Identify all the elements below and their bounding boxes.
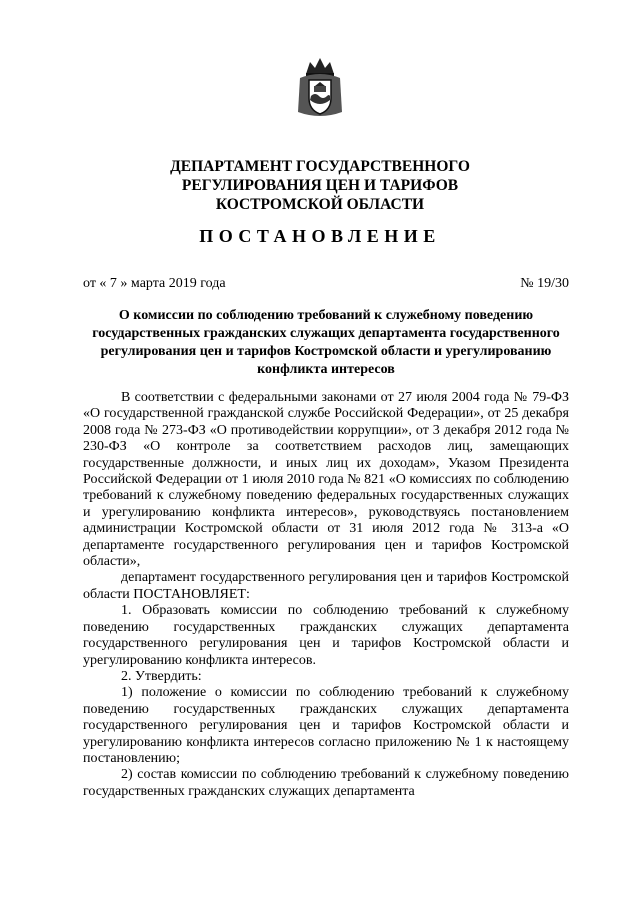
body-paragraph: 1. Образовать комиссии по соблюдению требований к служебному поведению государственных гражданских служащих департамента государственного регулирования цен и тарифов Костромской области и урегулированию конфликта интересов. [83, 603, 569, 668]
document-date: от « 7 » марта 2019 года [83, 276, 226, 291]
document-body [83, 390, 569, 800]
body-paragraph: департамент государственного регулирования цен и тарифов Костромской области ПОСТАНОВЛЯЕТ: [83, 570, 569, 602]
org-line: РЕГУЛИРОВАНИЯ ЦЕН И ТАРИФОВ [181, 177, 459, 194]
body-paragraph: 2. Утвердить: [121, 668, 202, 684]
body-paragraph: В соответствии с федеральными законами от 27 июля 2004 года № 79-ФЗ «О государственной гражданской службе Российской Федерации», от 25 декабря 2008 года № 273-ФЗ «О противодействии коррупции», от 3 декабря 2012 года № 230-ФЗ «О контроле за соответствием расходов лиц, замещающих государственные должности, и иных лиц их доходам», Указом Президента Российской Федерации от 1 июля 2010 года № 821 «О комиссиях по соблюдению требований к служебному поведению федеральных государственных служащих и урегулированию конфликта интересов», руководствуясь постановлением администрации Костромской области от 31 июля 2012 года № 313-а «О департаменте государственного регулирования цен и тарифов Костромской области», [83, 390, 569, 570]
body-paragraph: 2) состав комиссии по соблюдению требований к служебному поведению государственных гражданских служащих департамента [83, 767, 569, 799]
document-number: № 19/30 [520, 276, 569, 291]
body-paragraph: 1) положение о комиссии по соблюдению требований к служебному поведению государственных гражданских служащих департамента государственного регулирования цен и тарифов Костромской области и урегулированию конфликта интересов согласно приложению № 1 к настоящему постановлению; [83, 685, 569, 766]
organization-name [0, 157, 640, 214]
document-type: ПОСТАНОВЛЕНИЕ [199, 226, 441, 246]
org-line: ДЕПАРТАМЕНТ ГОСУДАРСТВЕННОГО [170, 158, 470, 175]
org-line: КОСТРОМСКОЙ ОБЛАСТИ [215, 196, 425, 213]
document-title: О комиссии по соблюдению требований к служебному поведению государственных гражданских служащих департамента государственного регулирования цен и тарифов Костромской области и урегулированию конфликта интересов [92, 308, 560, 377]
coat-of-arms-icon [296, 56, 344, 120]
